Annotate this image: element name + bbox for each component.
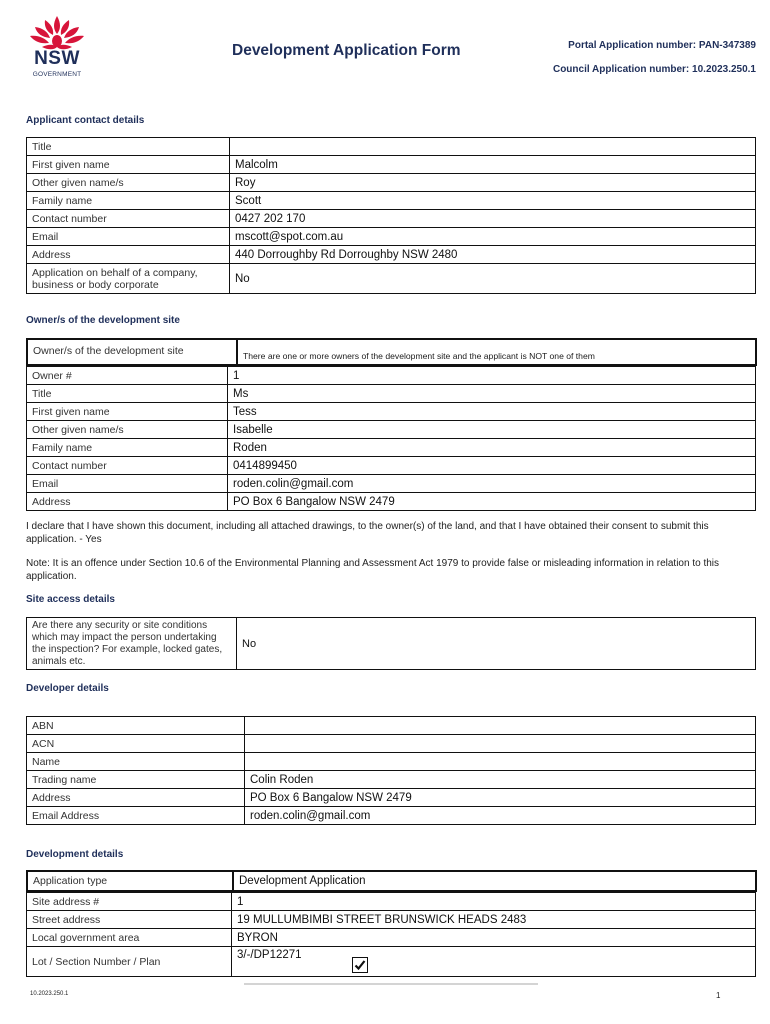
field-label: Email Address [27, 807, 245, 825]
site-access-table [26, 617, 756, 670]
field-label: Contact number [27, 457, 228, 475]
table-row [27, 403, 756, 421]
field-label: Title [27, 138, 230, 156]
table-row [27, 421, 756, 439]
field-label: Address [27, 246, 230, 264]
field-value: 0427 202 170 [230, 210, 756, 228]
table-row [27, 807, 756, 825]
table-row [27, 475, 756, 493]
field-value: 3/-/DP12271 [237, 949, 302, 961]
field-value: Roy [230, 174, 756, 192]
developer-section-heading: Developer details [26, 683, 109, 694]
field-value [245, 735, 756, 753]
field-value: 1 [228, 367, 756, 385]
page-title: Development Application Form [232, 42, 461, 59]
checkmark-icon [353, 958, 367, 972]
field-value [230, 138, 756, 156]
field-label: ABN [27, 717, 245, 735]
field-label: Name [27, 753, 245, 771]
application-type-table [26, 870, 757, 892]
site-address-table [26, 892, 756, 977]
field-value: roden.colin@gmail.com [228, 475, 756, 493]
table-row [27, 493, 756, 511]
field-value: Scott [230, 192, 756, 210]
council-application-number: Council Application number: 10.2023.250.1 [552, 64, 756, 75]
field-value: 19 MULLUMBIMBI STREET BRUNSWICK HEADS 2483 [232, 911, 756, 929]
field-value: roden.colin@gmail.com [245, 807, 756, 825]
lot-plan-cell [232, 947, 756, 977]
field-value: There are one or more owners of the development site and the applicant is NOT one of them [237, 339, 756, 365]
table-row [27, 457, 756, 475]
footer-divider [244, 983, 538, 985]
field-label: Other given name/s [27, 421, 228, 439]
table-row [27, 717, 756, 735]
table-row [27, 771, 756, 789]
table-row [27, 947, 756, 977]
offence-note: Note: It is an offence under Section 10.6 of the Environmental Planning and Assessment Act 1979 to provide false or misleading information in relation to this application. [26, 558, 720, 582]
checkbox[interactable] [352, 957, 368, 973]
table-row [27, 911, 756, 929]
owner-table [26, 366, 756, 511]
table-row [27, 893, 756, 911]
field-label: Lot / Section Number / Plan [27, 947, 232, 977]
table-row [27, 871, 756, 891]
owners-summary-table [26, 338, 757, 366]
field-label: Application type [27, 871, 233, 891]
table-row [27, 385, 756, 403]
field-label: Family name [27, 439, 228, 457]
table-row [27, 246, 756, 264]
field-label: Address [27, 493, 228, 511]
field-value: 0414899450 [228, 457, 756, 475]
field-label: First given name [27, 156, 230, 174]
field-label: Street address [27, 911, 232, 929]
field-label: Trading name [27, 771, 245, 789]
table-row [27, 339, 756, 365]
field-value: mscott@spot.com.au [230, 228, 756, 246]
applicant-section-heading: Applicant contact details [26, 115, 145, 126]
field-value: Roden [228, 439, 756, 457]
logo-wordmark: NSW [34, 48, 80, 69]
field-value: PO Box 6 Bangalow NSW 2479 [228, 493, 756, 511]
logo-subtext: GOVERNMENT [32, 71, 82, 78]
page-number: 1 [716, 991, 721, 1000]
owner-consent-declaration: I declare that I have shown this document, including all attached drawings, to the owner(s) of the land, and that I have obtained their consent to submit this application. - Yes [26, 521, 709, 545]
field-label: Are there any security or site conditions which may impact the person undertaking the inspection? For example, locked gates, animals etc. [27, 618, 237, 670]
field-value [245, 717, 756, 735]
field-label: First given name [27, 403, 228, 421]
field-value: No [230, 264, 756, 294]
field-value: PO Box 6 Bangalow NSW 2479 [245, 789, 756, 807]
owners-section-heading: Owner/s of the development site [26, 315, 180, 326]
table-row [27, 789, 756, 807]
table-row [27, 753, 756, 771]
field-label: Family name [27, 192, 230, 210]
field-value [245, 753, 756, 771]
table-row [27, 192, 756, 210]
field-value: 1 [232, 893, 756, 911]
field-label: Contact number [27, 210, 230, 228]
footer-reference: 10.2023.250.1 [30, 991, 69, 997]
table-row [27, 156, 756, 174]
field-label: Address [27, 789, 245, 807]
field-value: Malcolm [230, 156, 756, 174]
field-value: 440 Dorroughby Rd Dorroughby NSW 2480 [230, 246, 756, 264]
applicant-table [26, 137, 756, 294]
site-access-section-heading: Site access details [26, 594, 115, 605]
field-value: Ms [228, 385, 756, 403]
table-row [27, 174, 756, 192]
development-section-heading: Development details [26, 849, 124, 860]
field-value: BYRON [232, 929, 756, 947]
field-label: Title [27, 385, 228, 403]
table-row [27, 210, 756, 228]
field-value: Tess [228, 403, 756, 421]
field-label: Application on behalf of a company, business or body corporate [27, 264, 230, 294]
table-row [27, 735, 756, 753]
table-row [27, 138, 756, 156]
field-label: Other given name/s [27, 174, 230, 192]
field-value: No [237, 618, 756, 670]
field-label: ACN [27, 735, 245, 753]
table-row [27, 228, 756, 246]
field-label: Owner # [27, 367, 228, 385]
nsw-government-logo [26, 14, 88, 84]
table-row [27, 618, 756, 670]
field-value: Isabelle [228, 421, 756, 439]
table-row [27, 439, 756, 457]
field-value: Colin Roden [245, 771, 756, 789]
field-label: Site address # [27, 893, 232, 911]
table-row [27, 929, 756, 947]
portal-application-number: Portal Application number: PAN-347389 [568, 40, 756, 51]
field-value: Development Application [233, 871, 756, 891]
table-row [27, 264, 756, 294]
table-row [27, 367, 756, 385]
field-label: Local government area [27, 929, 232, 947]
field-label: Owner/s of the development site [27, 339, 237, 365]
field-label: Email [27, 475, 228, 493]
developer-table [26, 716, 756, 825]
field-label: Email [27, 228, 230, 246]
